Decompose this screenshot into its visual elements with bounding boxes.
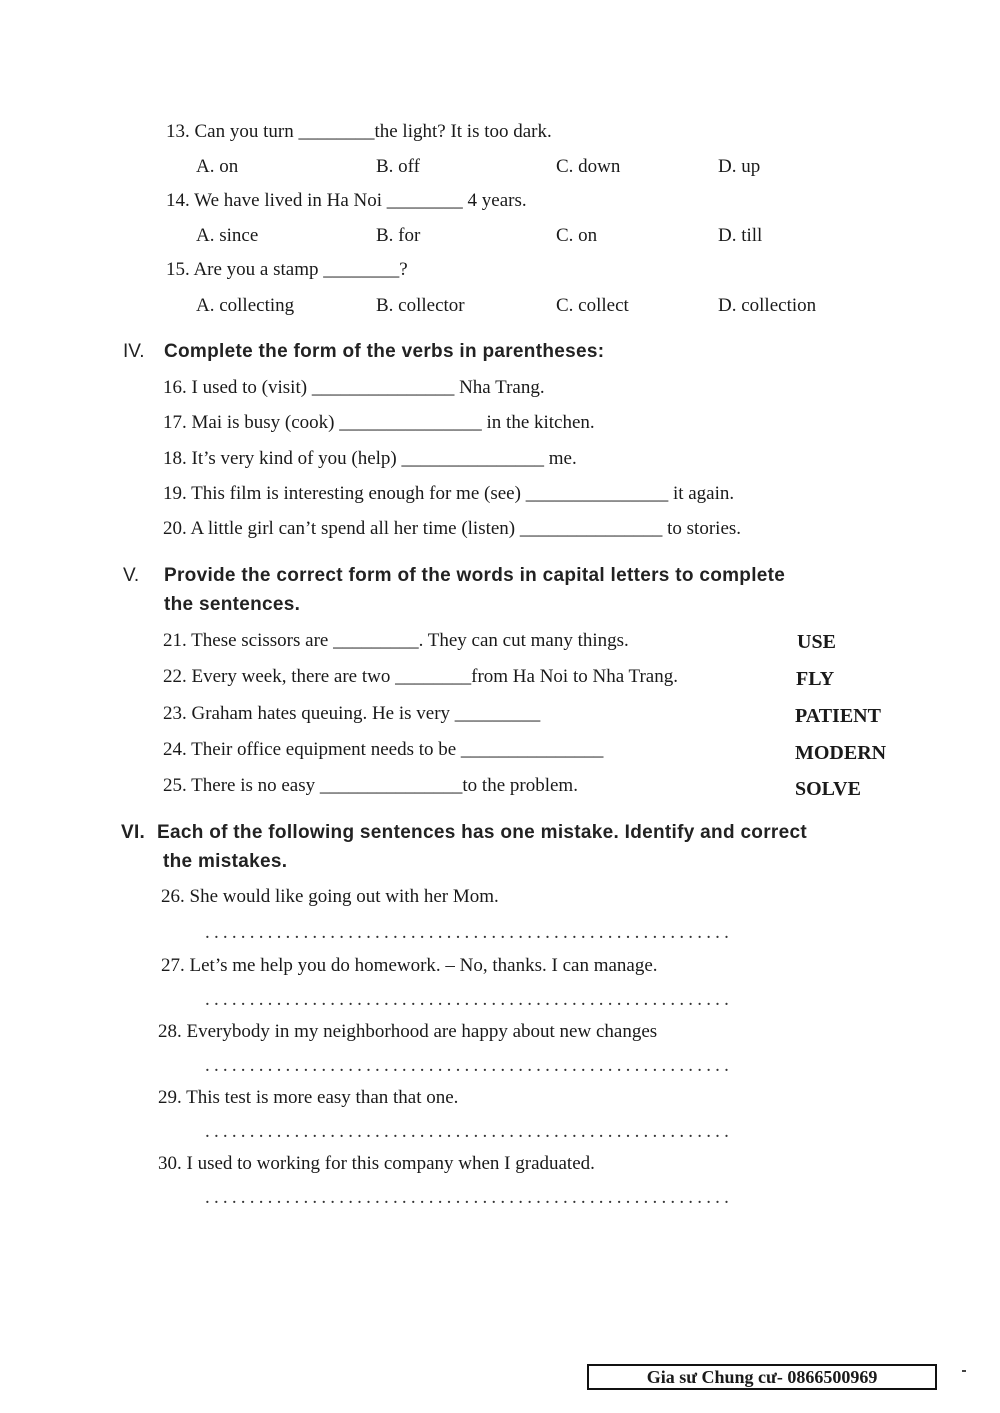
question-30: 30. I used to working for this company when I graduated.: [158, 1153, 595, 1174]
keyword-25: SOLVE: [795, 778, 861, 800]
section-4-title: Complete the form of the verbs in parentheses:: [164, 341, 605, 362]
option-13-c: C. down: [556, 156, 621, 177]
question-29: 29. This test is more easy than that one.: [158, 1087, 459, 1108]
keyword-23: PATIENT: [795, 705, 881, 727]
section-5-number: V.: [123, 565, 140, 586]
option-14-a: A. since: [196, 225, 259, 246]
question-28: 28. Everybody in my neighborhood are happy about new changes: [158, 1021, 658, 1042]
answer-line-27: ...........................................................: [205, 989, 734, 1010]
option-15-d: D. collection: [718, 295, 817, 316]
question-24: 24. Their office equipment needs to be _______________: [163, 739, 604, 760]
question-20: 20. A little girl can’t spend all her time (listen) _______________ to stories.: [163, 518, 742, 539]
option-14-b: B. for: [376, 225, 421, 246]
option-15-a: A. collecting: [196, 295, 295, 316]
question-26: 26. She would like going out with her Mom.: [161, 886, 499, 907]
section-6-title-line1: Each of the following sentences has one mistake. Identify and correct: [157, 822, 807, 843]
option-13-b: B. off: [376, 156, 420, 177]
question-17: 17. Mai is busy (cook) _______________ in the kitchen.: [163, 412, 595, 433]
section-4-number: IV.: [123, 341, 145, 362]
answer-line-30: ...........................................................: [205, 1187, 734, 1208]
keyword-24: MODERN: [795, 742, 887, 764]
question-25: 25. There is no easy _______________to the problem.: [163, 775, 578, 796]
question-27: 27. Let’s me help you do homework. – No, thanks. I can manage.: [161, 955, 658, 976]
option-13-d: D. up: [718, 156, 761, 177]
option-15-c: C. collect: [556, 295, 629, 316]
footer-contact-box: Gia sư Chung cư- 0866500969: [587, 1364, 937, 1390]
keyword-21: USE: [797, 631, 836, 653]
question-13: 13. Can you turn ________the light? It is too dark.: [166, 121, 552, 142]
answer-line-29: ...........................................................: [205, 1121, 734, 1142]
section-6-title-line2: the mistakes.: [163, 851, 288, 872]
keyword-22: FLY: [796, 668, 835, 690]
question-15: 15. Are you a stamp ________?: [166, 259, 408, 280]
question-23: 23. Graham hates queuing. He is very _________: [163, 703, 541, 724]
option-14-c: C. on: [556, 225, 598, 246]
answer-line-28: ...........................................................: [205, 1055, 734, 1076]
section-6-number: VI.: [121, 822, 146, 843]
question-14: 14. We have lived in Ha Noi ________ 4 years.: [166, 190, 527, 211]
question-22: 22. Every week, there are two ________from Ha Noi to Nha Trang.: [163, 666, 678, 687]
option-13-a: A. on: [196, 156, 239, 177]
question-19: 19. This film is interesting enough for me (see) _______________ it again.: [163, 483, 735, 504]
scan-mark: [962, 1370, 966, 1372]
question-18: 18. It’s very kind of you (help) _______________ me.: [163, 448, 577, 469]
section-5-title-line1: Provide the correct form of the words in capital letters to complete: [164, 565, 786, 586]
option-15-b: B. collector: [376, 295, 465, 316]
question-16: 16. I used to (visit) _______________ Nha Trang.: [163, 377, 545, 398]
section-5-title-line2: the sentences.: [164, 594, 301, 615]
option-14-d: D. till: [718, 225, 763, 246]
question-21: 21. These scissors are _________. They can cut many things.: [163, 630, 629, 651]
answer-line-26: ...........................................................: [205, 922, 734, 943]
